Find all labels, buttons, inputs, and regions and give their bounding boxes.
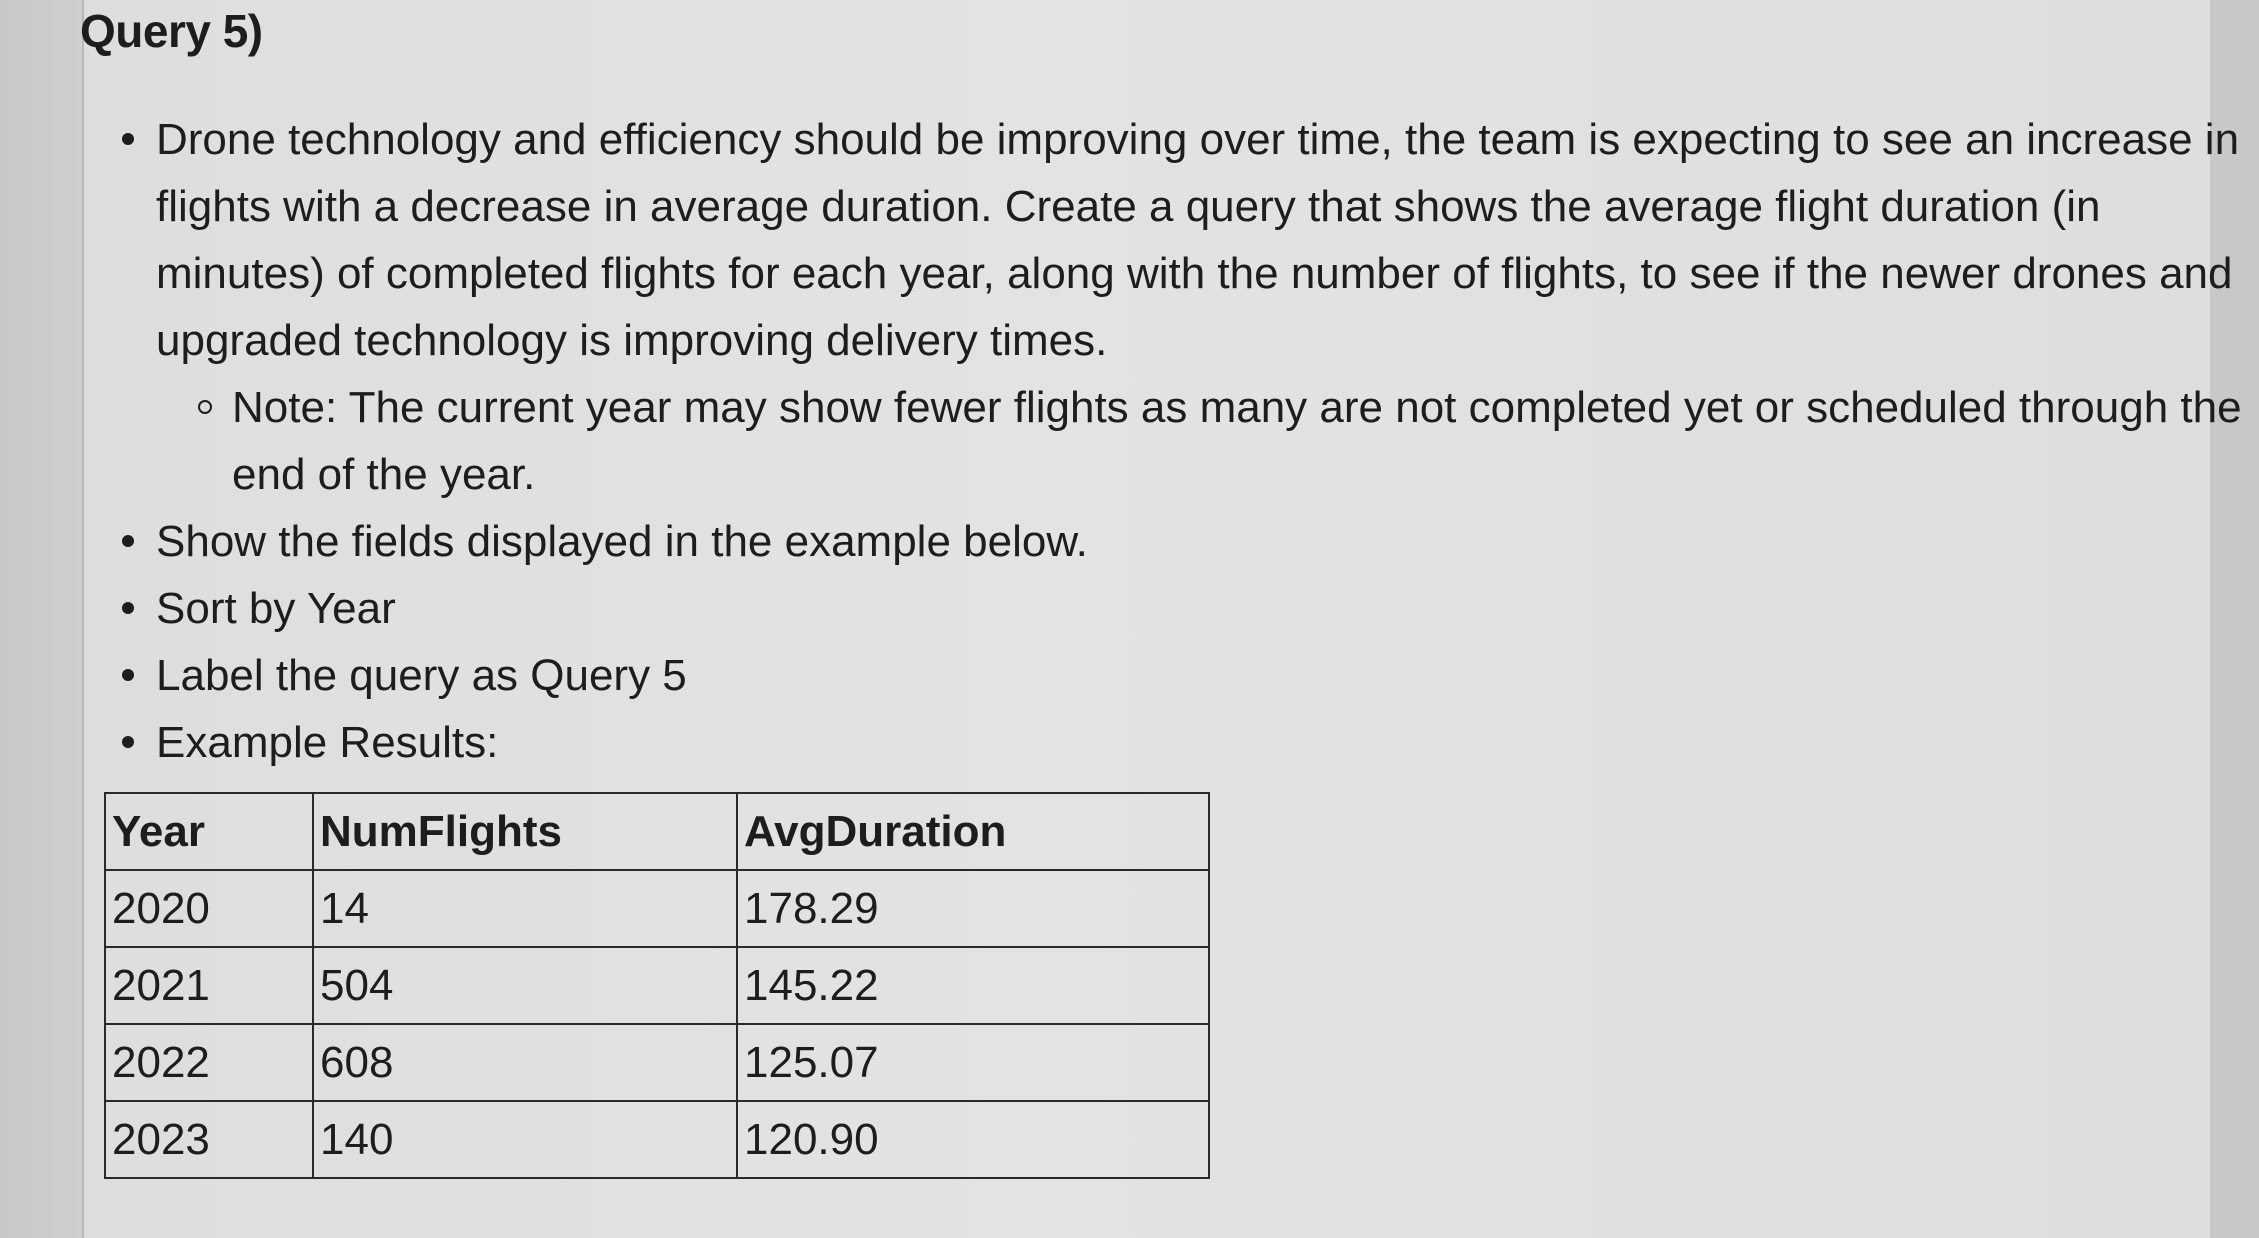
task-description: Drone technology and efficiency should be improving over time, the team is expecting to see an increase in flights with a decrease in average duration. Create a query that shows the average flight duration (in minutes) of completed flights for each year, along with the number of flights, to see if the newer drones and upgraded technology is improving delivery times. [156,115,2240,365]
list-item: Show the fields displayed in the example below. [118,508,2208,575]
list-item: Label the query as Query 5 [118,642,2208,709]
list-item: Sort by Year [118,575,2208,642]
column-header-numflights: NumFlights [313,793,737,870]
instruction-list [118,106,2242,776]
query-title: Query 5) [80,5,263,57]
example-results-table [104,792,1210,1179]
table-header-row [105,793,1209,870]
table-row [105,1101,1209,1178]
table-row [105,947,1209,1024]
year-cell: 2022 [105,1024,313,1101]
year-cell: 2021 [105,947,313,1024]
avgduration-cell: 120.90 [737,1101,1209,1178]
year-cell: 2023 [105,1101,313,1178]
avgduration-cell: 125.07 [737,1024,1209,1101]
numflights-cell: 14 [313,870,737,947]
year-cell: 2020 [105,870,313,947]
avgduration-cell: 178.29 [737,870,1209,947]
numflights-cell: 504 [313,947,737,1024]
numflights-cell: 608 [313,1024,737,1101]
page-left-margin [0,0,82,1238]
table-row [105,870,1209,947]
note-list [156,374,2242,508]
column-header-avgduration: AvgDuration [737,793,1209,870]
instructions [118,106,2242,776]
table-row [105,1024,1209,1101]
avgduration-cell: 145.22 [737,947,1209,1024]
note-item: Note: The current year may show fewer flights as many are not completed yet or scheduled through the end of the year. [156,374,2259,508]
list-item [118,106,2242,508]
numflights-cell: 140 [313,1101,737,1178]
column-header-year: Year [105,793,313,870]
list-item: Example Results: [118,709,2208,776]
